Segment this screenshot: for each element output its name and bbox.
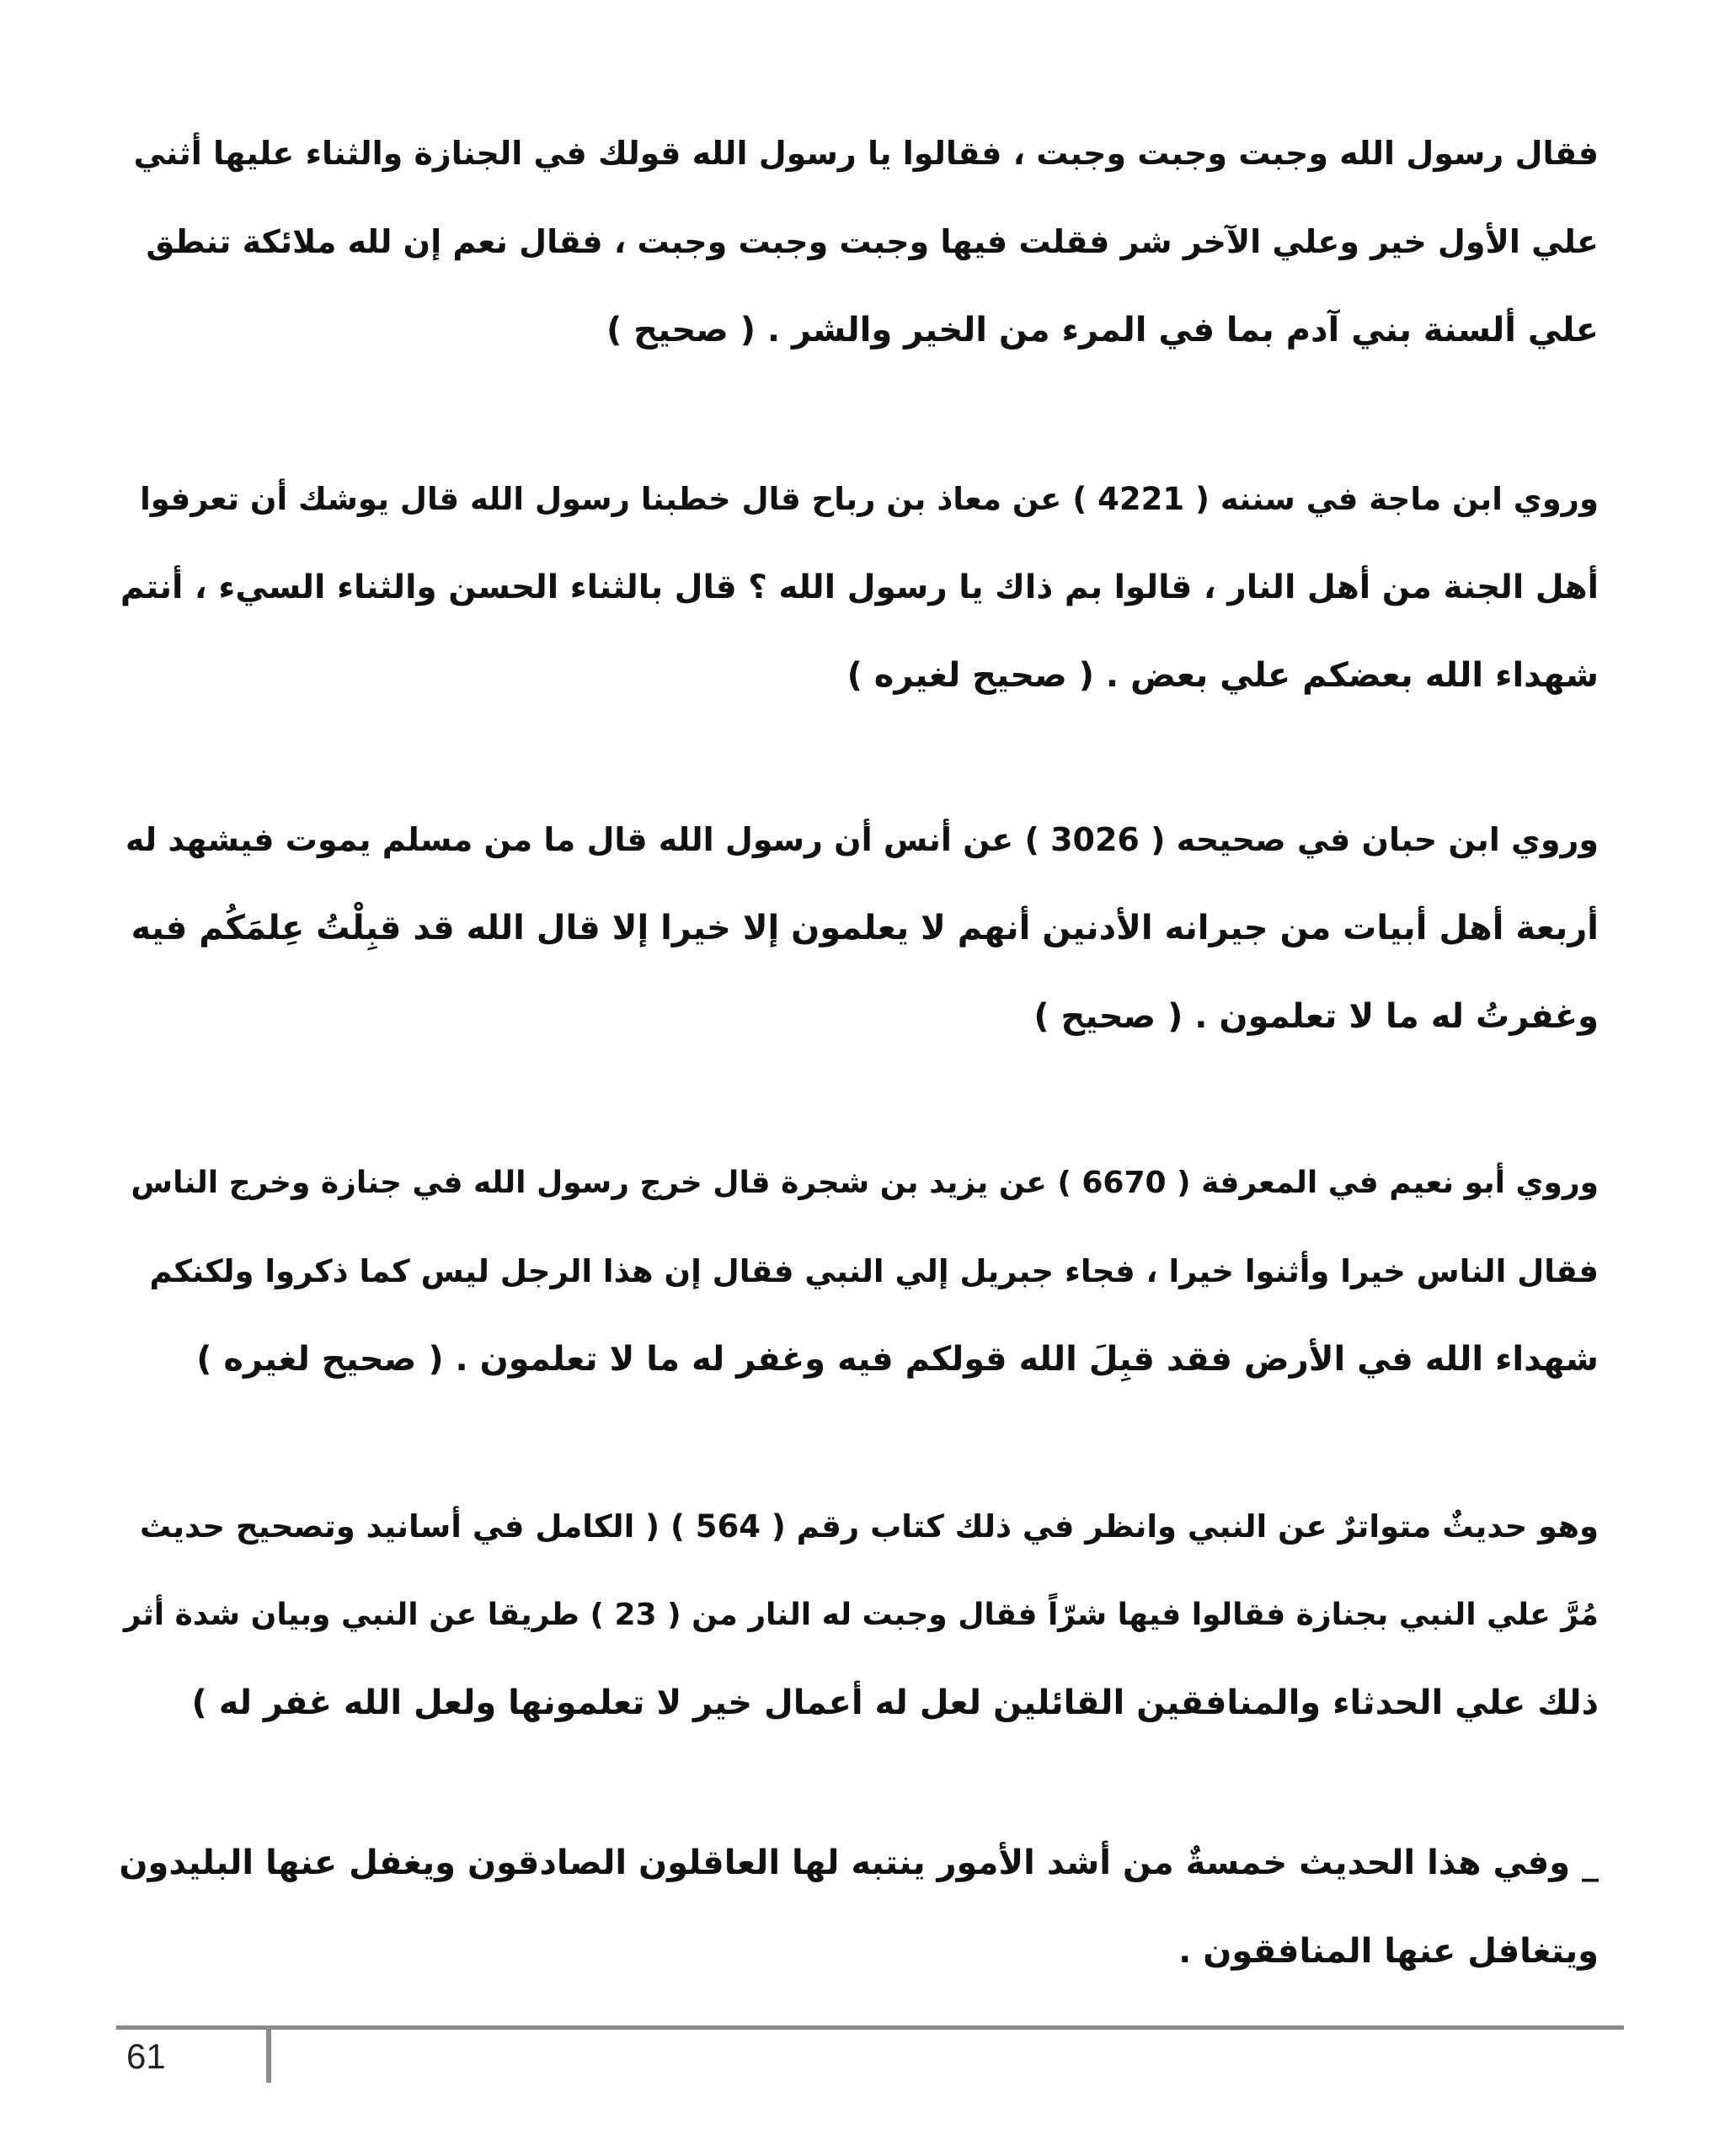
- text-line: أربعة أهل أبيات من جيرانه الأدنين أنهم لا يعلمون إلا خيرا إلا قال الله قد قبِلْتُ عِلمَكُم فيه: [131, 909, 1599, 947]
- text-line: علي ألسنة بني آدم بما في المرء من الخير والشر . ( صحيح ): [606, 311, 1599, 350]
- text-line: وروي أبو نعيم في المعرفة ( 6670 ) عن يزيد بن شجرة قال خرج رسول الله في جنازة وخرج الناس: [131, 1166, 1599, 1200]
- text-line: مُرَّ علي النبي بجنازة فقالوا فيها شرّاً فقال وجبت له النار من ( 23 ) طريقا عن النبي وبيان شدة أثر: [123, 1598, 1599, 1632]
- text-line: وغفرتُ له ما لا تعلمون . ( صحيح ): [1033, 997, 1599, 1036]
- paragraph-5: [116, 1482, 1599, 1748]
- footer-tick-divider: [266, 2025, 271, 2083]
- paragraph-3: [116, 796, 1599, 1061]
- text-line: شهداء الله في الأرض فقد قبِلَ الله قولكم فيه وغفر له ما لا تعلمون . ( صحيح لغيره ): [196, 1340, 1599, 1379]
- paragraph-6: [116, 1819, 1599, 1996]
- text-line: أهل الجنة من أهل النار ، قالوا بم ذاك يا رسول الله ؟ قال بالثناء الحسن والثناء السيء ، أنتم: [120, 568, 1599, 606]
- paragraph-4: [116, 1139, 1599, 1404]
- text-line: وروي ابن حبان في صحيحه ( 3026 ) عن أنس أن رسول الله قال ما من مسلم يموت فيشهد له: [125, 821, 1599, 858]
- text-line: فقال رسول الله وجبت وجبت وجبت ، فقالوا يا رسول الله قولك في الجنازة والثناء عليها أثني: [133, 135, 1599, 172]
- text-line: علي الأول خير وعلي الآخر شر فقلت فيها وجبت وجبت وجبت ، فقال نعم إن لله ملائكة تنطق: [146, 223, 1599, 260]
- footer-divider: [116, 2025, 1624, 2030]
- text-line: ويتغافل عنها المنافقون .: [1178, 1932, 1599, 1971]
- paragraph-2: [116, 455, 1599, 720]
- text-line: وروي ابن ماجة في سننه ( 4221 ) عن معاذ بن رباح قال خطبنا رسول الله قال يوشك أن تعرفوا: [140, 481, 1599, 517]
- text-line: فقال الناس خيرا وأثنوا خيرا ، فجاء جبريل إلي النبي فقال إن هذا الرجل ليس كما ذكروا ولكنكم: [149, 1253, 1599, 1289]
- text-line: ذلك علي الحدثاء والمنافقين القائلين لعل له أعمال خير لا تعلمونها ولعل الله غفر له ): [191, 1684, 1599, 1722]
- text-line: _ وفي هذا الحديث خمسةٌ من أشد الأمور ينتبه لها العاقلون الصادقون ويغفل عنها البليدون: [119, 1844, 1599, 1882]
- page-number: 61: [126, 2036, 166, 2076]
- text-line: شهداء الله بعضكم علي بعض . ( صحيح لغيره ): [846, 656, 1599, 695]
- paragraph-1: [116, 109, 1599, 375]
- text-line: وهو حديثٌ متواترٌ عن النبي وانظر في ذلك كتاب رقم ( 564 ) ( الكامل في أسانيد وتصحيح حديث: [139, 1508, 1599, 1545]
